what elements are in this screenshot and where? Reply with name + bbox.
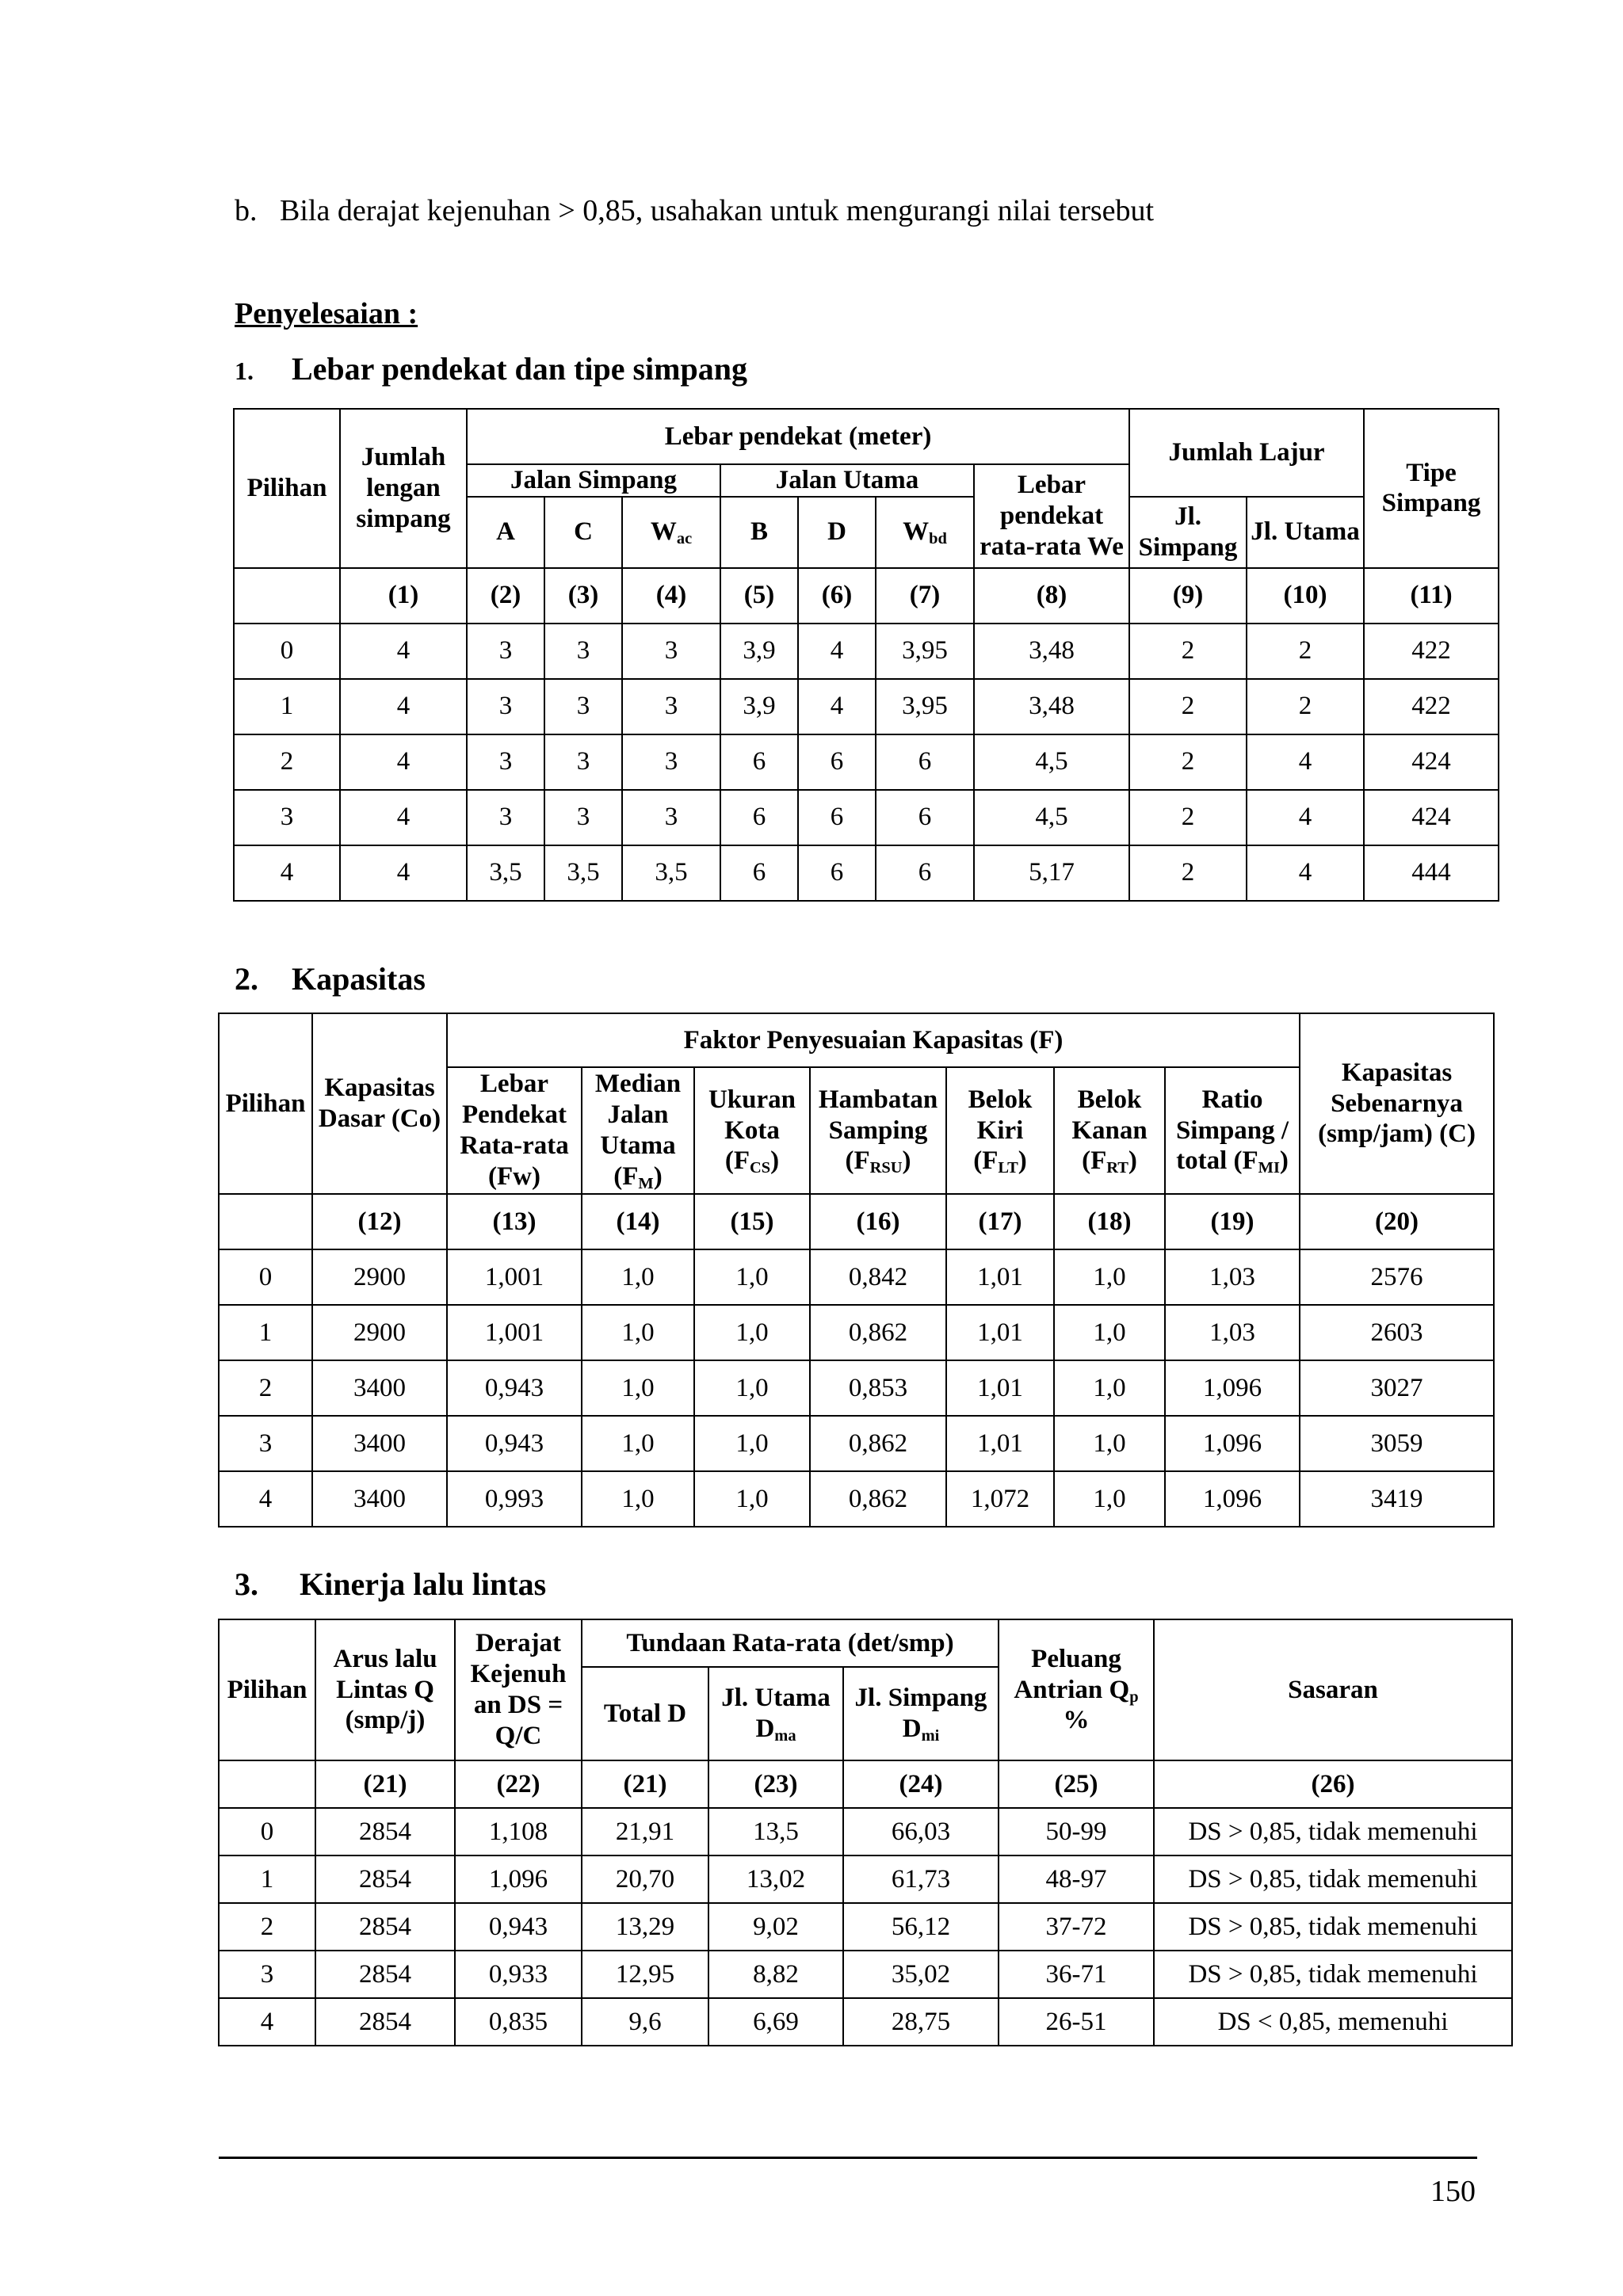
table-row: [219, 1305, 1494, 1360]
t2-header-hambatan: Hambatan Samping $(F_{RSU})$: [810, 1067, 946, 1194]
table-cell: 1,0: [694, 1416, 810, 1471]
section-3-title: Kinerja lalu lintas: [300, 1566, 547, 1602]
column-number: [219, 1194, 312, 1249]
table-cell: 422: [1364, 679, 1499, 734]
table-cell: 3: [622, 734, 720, 790]
table-cell: 26-51: [999, 1998, 1154, 2046]
table-cell: 4: [1247, 734, 1364, 790]
table-cell: 6: [720, 734, 798, 790]
t3-header-jl-utama: Jl. Utama $D_{ma}$: [708, 1667, 843, 1760]
table-cell: 5,17: [974, 845, 1129, 901]
table-cell: 1,0: [1054, 1360, 1165, 1416]
t3-header-derajat: Derajat Kejenuh an DS = Q/C: [455, 1619, 582, 1760]
table-cell: 9,02: [708, 1903, 843, 1951]
table-row: [219, 1416, 1494, 1471]
table-cell: 1,096: [1165, 1471, 1300, 1527]
table-cell: 13,02: [708, 1855, 843, 1903]
table-cell: 0,862: [810, 1305, 946, 1360]
column-number: (11): [1364, 568, 1499, 624]
column-number: (22): [455, 1760, 582, 1808]
t1-header-tipe-simpang: Tipe Simpang: [1364, 409, 1499, 568]
table-cell: 3419: [1300, 1471, 1494, 1527]
column-number: (5): [720, 568, 798, 624]
table-cell: 3: [467, 624, 544, 679]
table-cell: 6: [720, 790, 798, 845]
table-cell: 3: [467, 679, 544, 734]
t3-header-total: Total D: [582, 1667, 708, 1760]
section-1-heading: [235, 350, 747, 387]
table-cell: 4,5: [974, 734, 1129, 790]
table-cell: 3: [467, 790, 544, 845]
column-number: (25): [999, 1760, 1154, 1808]
table-cell: 4: [340, 679, 467, 734]
table-cell: 0,862: [810, 1416, 946, 1471]
table-cell: 2854: [315, 1855, 455, 1903]
table-cell: 1,01: [946, 1249, 1054, 1305]
t1-header-d: D: [798, 497, 876, 568]
table-cell: 1,096: [1165, 1416, 1300, 1471]
column-number: (21): [315, 1760, 455, 1808]
column-number: (16): [810, 1194, 946, 1249]
table-cell: 2854: [315, 1998, 455, 2046]
table-cell: 66,03: [843, 1808, 999, 1855]
table-cell: 6: [876, 845, 974, 901]
table-cell: 0,943: [447, 1360, 582, 1416]
section-2-title: Kapasitas: [292, 961, 426, 997]
table-cell: 4: [1247, 845, 1364, 901]
table-cell: 9,6: [582, 1998, 708, 2046]
table-cell: 2: [1247, 679, 1364, 734]
t2-header-ratio: Ratio Simpang / total $(F_{MI})$: [1165, 1067, 1300, 1194]
table-cell: 2: [1247, 624, 1364, 679]
t1-header-jalan-simpang: Jalan Simpang: [467, 464, 720, 497]
table-cell: 0,943: [455, 1903, 582, 1951]
table-cell: 3,48: [974, 624, 1129, 679]
table-cell: 1: [219, 1305, 312, 1360]
t1-header-b: B: [720, 497, 798, 568]
table-cell: 3: [544, 790, 622, 845]
table-cell: 3,5: [467, 845, 544, 901]
column-number: (23): [708, 1760, 843, 1808]
table-cell: 6: [798, 845, 876, 901]
table-cell: 3: [467, 734, 544, 790]
table-cell: 3: [544, 624, 622, 679]
table-cell: 0,835: [455, 1998, 582, 2046]
column-number-row: [219, 1760, 1512, 1808]
t1-header-pilihan: Pilihan: [234, 409, 340, 568]
table-cell: 2854: [315, 1808, 455, 1855]
table-cell: 2900: [312, 1305, 447, 1360]
table-cell: 35,02: [843, 1951, 999, 1998]
table-cell: 1,0: [582, 1471, 694, 1527]
section-2-heading: [235, 960, 426, 997]
t2-header-kapasitas-dasar: Kapasitas Dasar (Co): [312, 1013, 447, 1194]
table-cell: 1,001: [447, 1249, 582, 1305]
table-cell: 4: [340, 845, 467, 901]
table-row: [219, 1855, 1512, 1903]
t1-header-jumlah-lengan: Jumlah lengan simpang: [340, 409, 467, 568]
t3-header-pilihan: Pilihan: [219, 1619, 315, 1760]
table-cell: 424: [1364, 734, 1499, 790]
table-cell: 3,48: [974, 679, 1129, 734]
t3-header-sasaran: Sasaran: [1154, 1619, 1512, 1760]
table-cell: 28,75: [843, 1998, 999, 2046]
table-cell: 0: [219, 1249, 312, 1305]
table-cell: 3,9: [720, 679, 798, 734]
column-number: (21): [582, 1760, 708, 1808]
table-cell: DS < 0,85, memenuhi: [1154, 1998, 1512, 2046]
column-number: [219, 1760, 315, 1808]
table-cell: 13,29: [582, 1903, 708, 1951]
table-cell: 4: [340, 624, 467, 679]
table-row: [219, 1998, 1512, 2046]
intro-text: b. Bila derajat kejenuhan > 0,85, usahakan untuk mengurangi nilai tersebut: [235, 194, 1155, 227]
table-cell: 3: [622, 624, 720, 679]
table-cell: 1: [219, 1855, 315, 1903]
table-cell: 422: [1364, 624, 1499, 679]
table-cell: 6: [720, 845, 798, 901]
page-number: 150: [1430, 2175, 1476, 2208]
table-row: [219, 1903, 1512, 1951]
table-cell: 50-99: [999, 1808, 1154, 1855]
table-cell: 4: [1247, 790, 1364, 845]
table-kapasitas: [218, 1013, 1495, 1527]
column-number: (26): [1154, 1760, 1512, 1808]
table-row: [219, 1471, 1494, 1527]
table-cell: 1,01: [946, 1360, 1054, 1416]
table-cell: 21,91: [582, 1808, 708, 1855]
table-cell: 1,072: [946, 1471, 1054, 1527]
table-cell: 12,95: [582, 1951, 708, 1998]
table-cell: 1,01: [946, 1416, 1054, 1471]
table-row: [234, 845, 1499, 901]
t1-header-lebar-rata: Lebar pendekat rata-rata We: [974, 464, 1129, 568]
column-number-row: [234, 568, 1499, 624]
table-cell: 3,9: [720, 624, 798, 679]
table-row: [234, 624, 1499, 679]
table-cell: 0,933: [455, 1951, 582, 1998]
table-kinerja-lalu-lintas: [218, 1619, 1513, 2046]
column-number: (13): [447, 1194, 582, 1249]
table-cell: 1,0: [1054, 1416, 1165, 1471]
table-cell: 1,0: [1054, 1471, 1165, 1527]
column-number: [234, 568, 340, 624]
table-row: [219, 1360, 1494, 1416]
table-cell: 3: [219, 1416, 312, 1471]
table-cell: 2603: [1300, 1305, 1494, 1360]
table-cell: 13,5: [708, 1808, 843, 1855]
table-cell: 2900: [312, 1249, 447, 1305]
column-number: (20): [1300, 1194, 1494, 1249]
section-3-number: 3.: [235, 1566, 258, 1602]
t3-header-jl-simpang: Jl. Simpang $D_{mi}$: [843, 1667, 999, 1760]
t1-header-wac: $W_{ac}$: [622, 497, 720, 568]
t2-header-lebar: Lebar Pendekat Rata-rata (Fw): [447, 1067, 582, 1194]
table-cell: 1,0: [582, 1360, 694, 1416]
column-number: (4): [622, 568, 720, 624]
table-cell: 8,82: [708, 1951, 843, 1998]
table-cell: 2: [219, 1360, 312, 1416]
table-cell: 6,69: [708, 1998, 843, 2046]
t2-header-belok-kiri: Belok Kiri $(F_{LT})$: [946, 1067, 1054, 1194]
table-cell: 4: [219, 1998, 315, 2046]
column-number: (7): [876, 568, 974, 624]
column-number-row: [219, 1194, 1494, 1249]
table-cell: 0,862: [810, 1471, 946, 1527]
table-cell: 3059: [1300, 1416, 1494, 1471]
table-row: [219, 1951, 1512, 1998]
table-cell: 1,001: [447, 1305, 582, 1360]
table-cell: 4: [798, 624, 876, 679]
table-cell: 3400: [312, 1416, 447, 1471]
table-cell: 2: [234, 734, 340, 790]
table-cell: DS > 0,85, tidak memenuhi: [1154, 1903, 1512, 1951]
footer-divider: [219, 2157, 1477, 2159]
table-cell: 48-97: [999, 1855, 1154, 1903]
table-row: [234, 679, 1499, 734]
table-cell: 0: [219, 1808, 315, 1855]
table-cell: 2854: [315, 1951, 455, 1998]
column-number: (19): [1165, 1194, 1300, 1249]
table-cell: 2: [1129, 790, 1247, 845]
column-number: (15): [694, 1194, 810, 1249]
table-cell: 3,5: [544, 845, 622, 901]
table-cell: 6: [798, 790, 876, 845]
table-cell: 6: [876, 790, 974, 845]
t3-header-tundaan: Tundaan Rata-rata (det/smp): [582, 1619, 999, 1667]
table-cell: 2576: [1300, 1249, 1494, 1305]
table-cell: 1,096: [1165, 1360, 1300, 1416]
table-cell: 3: [544, 734, 622, 790]
table-cell: 1,0: [694, 1249, 810, 1305]
table-cell: 4: [798, 679, 876, 734]
table-cell: 2854: [315, 1903, 455, 1951]
table-cell: 1,0: [582, 1249, 694, 1305]
table-cell: 61,73: [843, 1855, 999, 1903]
table-cell: 0,993: [447, 1471, 582, 1527]
t1-header-a: A: [467, 497, 544, 568]
table-row: [234, 790, 1499, 845]
table-cell: 1: [234, 679, 340, 734]
t1-header-jalan-utama: Jalan Utama: [720, 464, 974, 497]
t2-header-pilihan: Pilihan: [219, 1013, 312, 1194]
table-cell: 36-71: [999, 1951, 1154, 1998]
column-number: (2): [467, 568, 544, 624]
table-cell: DS > 0,85, tidak memenuhi: [1154, 1808, 1512, 1855]
t1-header-jl-utama: Jl. Utama: [1247, 497, 1364, 568]
table-cell: 3027: [1300, 1360, 1494, 1416]
table-cell: 1,0: [1054, 1305, 1165, 1360]
t2-header-kapasitas-sebenarnya: Kapasitas Sebenarnya (smp/jam) (C): [1300, 1013, 1494, 1194]
table-cell: 1,108: [455, 1808, 582, 1855]
table-cell: 4,5: [974, 790, 1129, 845]
table-cell: 1,03: [1165, 1305, 1300, 1360]
t1-header-c: C: [544, 497, 622, 568]
table-cell: 1,0: [694, 1471, 810, 1527]
t2-header-ukuran: Ukuran Kota $(F_{CS})$: [694, 1067, 810, 1194]
table-cell: 1,0: [582, 1305, 694, 1360]
table-cell: 2: [219, 1903, 315, 1951]
table-cell: 0,943: [447, 1416, 582, 1471]
column-number: (10): [1247, 568, 1364, 624]
table-cell: DS > 0,85, tidak memenuhi: [1154, 1855, 1512, 1903]
table-cell: 3: [234, 790, 340, 845]
table-cell: 1,0: [694, 1305, 810, 1360]
table-cell: 3: [544, 679, 622, 734]
table-cell: 3,95: [876, 624, 974, 679]
table-cell: 1,0: [694, 1360, 810, 1416]
column-number: (18): [1054, 1194, 1165, 1249]
table-cell: 1,0: [1054, 1249, 1165, 1305]
table-cell: 4: [340, 790, 467, 845]
table-cell: 3400: [312, 1360, 447, 1416]
table-cell: 4: [340, 734, 467, 790]
table-cell: 4: [234, 845, 340, 901]
section-3-heading: [235, 1566, 546, 1603]
table-lebar-pendekat: [233, 408, 1499, 902]
t1-header-lebar-pendekat: Lebar pendekat (meter): [467, 409, 1129, 464]
column-number: (17): [946, 1194, 1054, 1249]
t2-header-median: Median Jalan Utama $(F_M)$: [582, 1067, 694, 1194]
t1-header-wbd: $W_{bd}$: [876, 497, 974, 568]
column-number: (14): [582, 1194, 694, 1249]
table-cell: 2: [1129, 624, 1247, 679]
section-1-number: 1.: [235, 357, 254, 385]
table-cell: 2: [1129, 679, 1247, 734]
t2-header-belok-kanan: Belok Kanan $(F_{RT})$: [1054, 1067, 1165, 1194]
t2-header-faktor: Faktor Penyesuaian Kapasitas (F): [447, 1013, 1300, 1067]
t3-header-peluang: Peluang Antrian $Q_p$ %: [999, 1619, 1154, 1760]
table-cell: 1,096: [455, 1855, 582, 1903]
column-number: (6): [798, 568, 876, 624]
table-cell: 3: [219, 1951, 315, 1998]
section-2-number: 2.: [235, 961, 258, 997]
column-number: (24): [843, 1760, 999, 1808]
table-cell: 2: [1129, 845, 1247, 901]
table-cell: 3: [622, 790, 720, 845]
table-cell: 1,01: [946, 1305, 1054, 1360]
column-number: (12): [312, 1194, 447, 1249]
table-cell: 0,853: [810, 1360, 946, 1416]
penyelesaian-heading: Penyelesaian :: [235, 297, 418, 330]
table-cell: 20,70: [582, 1855, 708, 1903]
table-cell: 1,0: [582, 1416, 694, 1471]
table-cell: 6: [876, 734, 974, 790]
t1-header-jumlah-lajur: Jumlah Lajur: [1129, 409, 1364, 497]
column-number: (1): [340, 568, 467, 624]
table-cell: 4: [219, 1471, 312, 1527]
section-1-title: Lebar pendekat dan tipe simpang: [292, 351, 747, 387]
column-number: (9): [1129, 568, 1247, 624]
table-cell: 37-72: [999, 1903, 1154, 1951]
table-cell: 3,95: [876, 679, 974, 734]
t1-header-jl-simpang: Jl. Simpang: [1129, 497, 1247, 568]
table-cell: 3,5: [622, 845, 720, 901]
table-cell: 3400: [312, 1471, 447, 1527]
column-number: (3): [544, 568, 622, 624]
table-cell: 2: [1129, 734, 1247, 790]
table-row: [219, 1808, 1512, 1855]
table-cell: DS > 0,85, tidak memenuhi: [1154, 1951, 1512, 1998]
table-cell: 3: [622, 679, 720, 734]
table-cell: 444: [1364, 845, 1499, 901]
table-cell: 1,03: [1165, 1249, 1300, 1305]
table-row: [234, 734, 1499, 790]
table-cell: 56,12: [843, 1903, 999, 1951]
t3-header-arus: Arus lalu Lintas Q (smp/j): [315, 1619, 455, 1760]
column-number: (8): [974, 568, 1129, 624]
table-cell: 6: [798, 734, 876, 790]
table-cell: 424: [1364, 790, 1499, 845]
table-row: [219, 1249, 1494, 1305]
table-cell: 0,842: [810, 1249, 946, 1305]
table-cell: 0: [234, 624, 340, 679]
